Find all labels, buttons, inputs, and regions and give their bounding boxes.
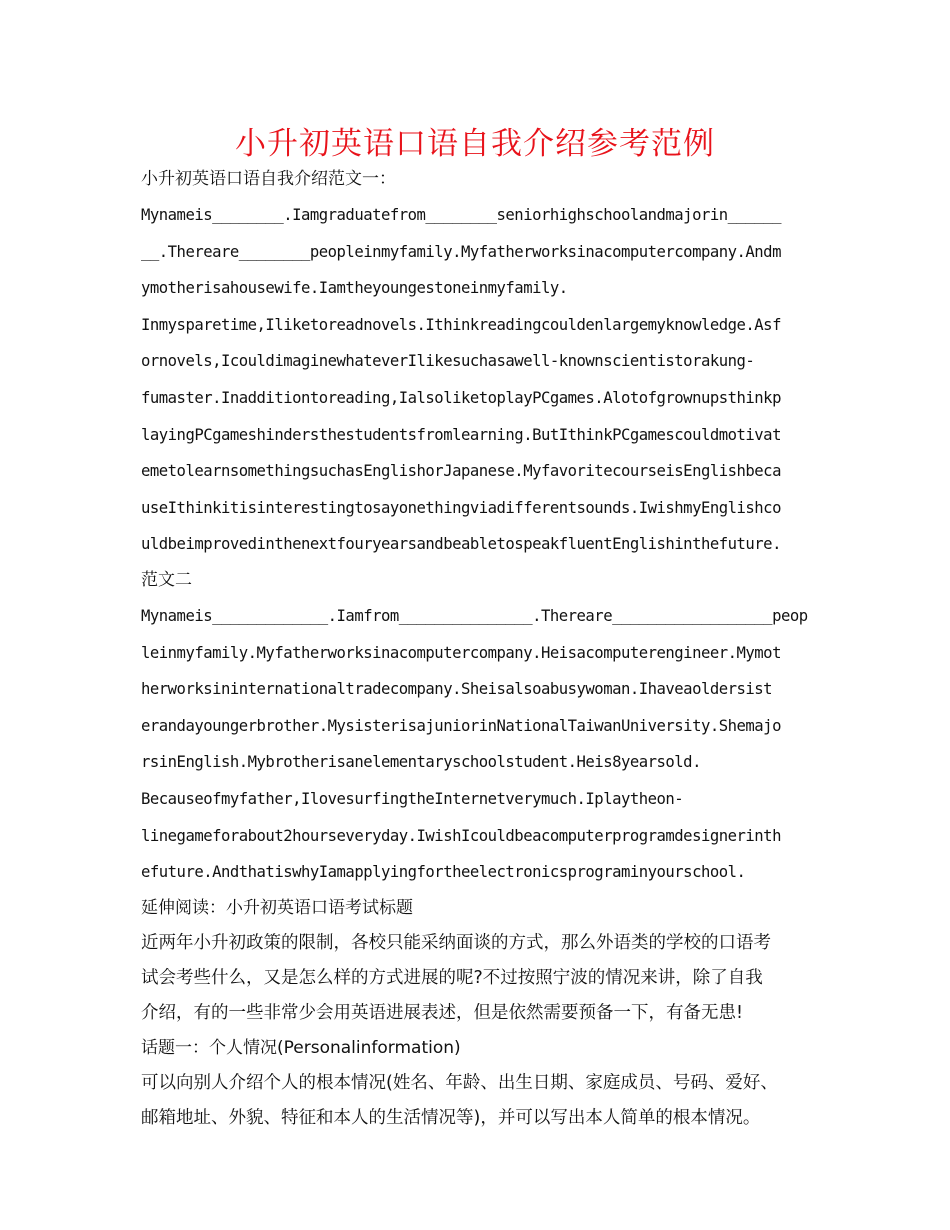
sample2-line: linegameforabout2hourseveryday.IwishIcouldbeacomputerprogramdesignerinth (141, 826, 781, 845)
extended-line: 介绍，有的一些非常少会用英语进展表述，但是依然需要预备一下，有备无患! (141, 1002, 744, 1023)
sample1-heading: 小升初英语口语自我介绍范文一： (141, 169, 396, 189)
sample1-line: emetolearnsomethingsuchasEnglishorJapanese.MyfavoritecourseisEnglishbeca (141, 462, 781, 481)
sample1-paragraph (141, 197, 821, 563)
sample2-line: erandayoungerbrother.MysisterisajuniorinNationalTaiwanUniversity.Shemajo (141, 716, 781, 735)
sample1-line: useIthinkitisinterestingtosayonethingviadifferentsounds.IwishmyEnglishco (141, 498, 781, 517)
extended-reading-paragraph (141, 926, 821, 1031)
sample1-line: ymotherisahousewife.Iamtheyoungestoneinmyfamily. (141, 279, 568, 298)
sample2-line: herworksininternationaltradecompany.Sheisalsoabusywoman.Ihaveaoldersist (141, 680, 773, 699)
sample2-line: Mynameis_____________.Iamfrom_______________.Thereare__________________peop (141, 606, 808, 625)
topic1-paragraph (141, 1066, 821, 1136)
extended-line: 近两年小升初政策的限制，各校只能采纳面谈的方式，那么外语类的学校的口语考 (141, 932, 771, 953)
sample2-line: leinmyfamily.Myfatherworksinacomputercompany.Heisacomputerengineer.Mymot (141, 643, 781, 662)
sample1-line: fumaster.Inadditiontoreading,IalsoliketoplayPCgames.Alotofgrownupsthinkp (141, 388, 781, 407)
extended-reading-heading: 延伸阅读：小升初英语口语考试标题 (141, 897, 413, 918)
sample1-line: __.Thereare________peopleinmyfamily.Myfatherworksinacomputercompany.Andm (141, 242, 781, 261)
sample1-line: Inmysparetime,Iliketoreadnovels.Ithinkreadingcouldenlargemyknowledge.Asf (141, 315, 781, 334)
extended-line: 试会考些什么，又是怎么样的方式进展的呢?不过按照宁波的情况来讲，除了自我 (141, 967, 763, 988)
sample1-line: layingPCgameshindersthestudentsfromlearning.ButIthinkPCgamescouldmotivat (141, 425, 781, 444)
topic1-line: 邮箱地址、外貌、特征和本人的生活情况等)，并可以写出本人简单的根本情况。 (141, 1107, 761, 1128)
sample2-paragraph (141, 598, 821, 891)
topic1-line: 可以向别人介绍个人的根本情况(姓名、年龄、出生日期、家庭成员、号码、爱好、 (141, 1072, 778, 1093)
sample1-line: ornovels,IcouldimaginewhateverIlikesuchasawell-knownscientistorakung- (141, 352, 755, 371)
page-title: 小升初英语口语自我介绍参考范例 (235, 126, 715, 162)
sample2-line: Becauseofmyfather,IlovesurfingtheInternetverymuch.Iplaytheon- (141, 789, 684, 808)
sample2-line: efuture.AndthatiswhyIamapplyingfortheelectronicsprograminyourschool. (141, 863, 746, 882)
topic1-heading: 话题一：个人情况(Personalinformation) (141, 1037, 461, 1058)
sample1-line: uldbeimprovedinthenextfouryearsandbeabletospeakfluentEnglishinthefuture. (141, 535, 781, 554)
sample2-line: rsinEnglish.Mybrotherisanelementaryschoolstudent.Heis8yearsold. (141, 753, 701, 772)
sample1-line: Mynameis________.Iamgraduatefrom________seniorhighschoolandmajorin______ (141, 206, 781, 224)
document-body (141, 162, 821, 1136)
sample2-heading: 范文二 (141, 569, 192, 590)
